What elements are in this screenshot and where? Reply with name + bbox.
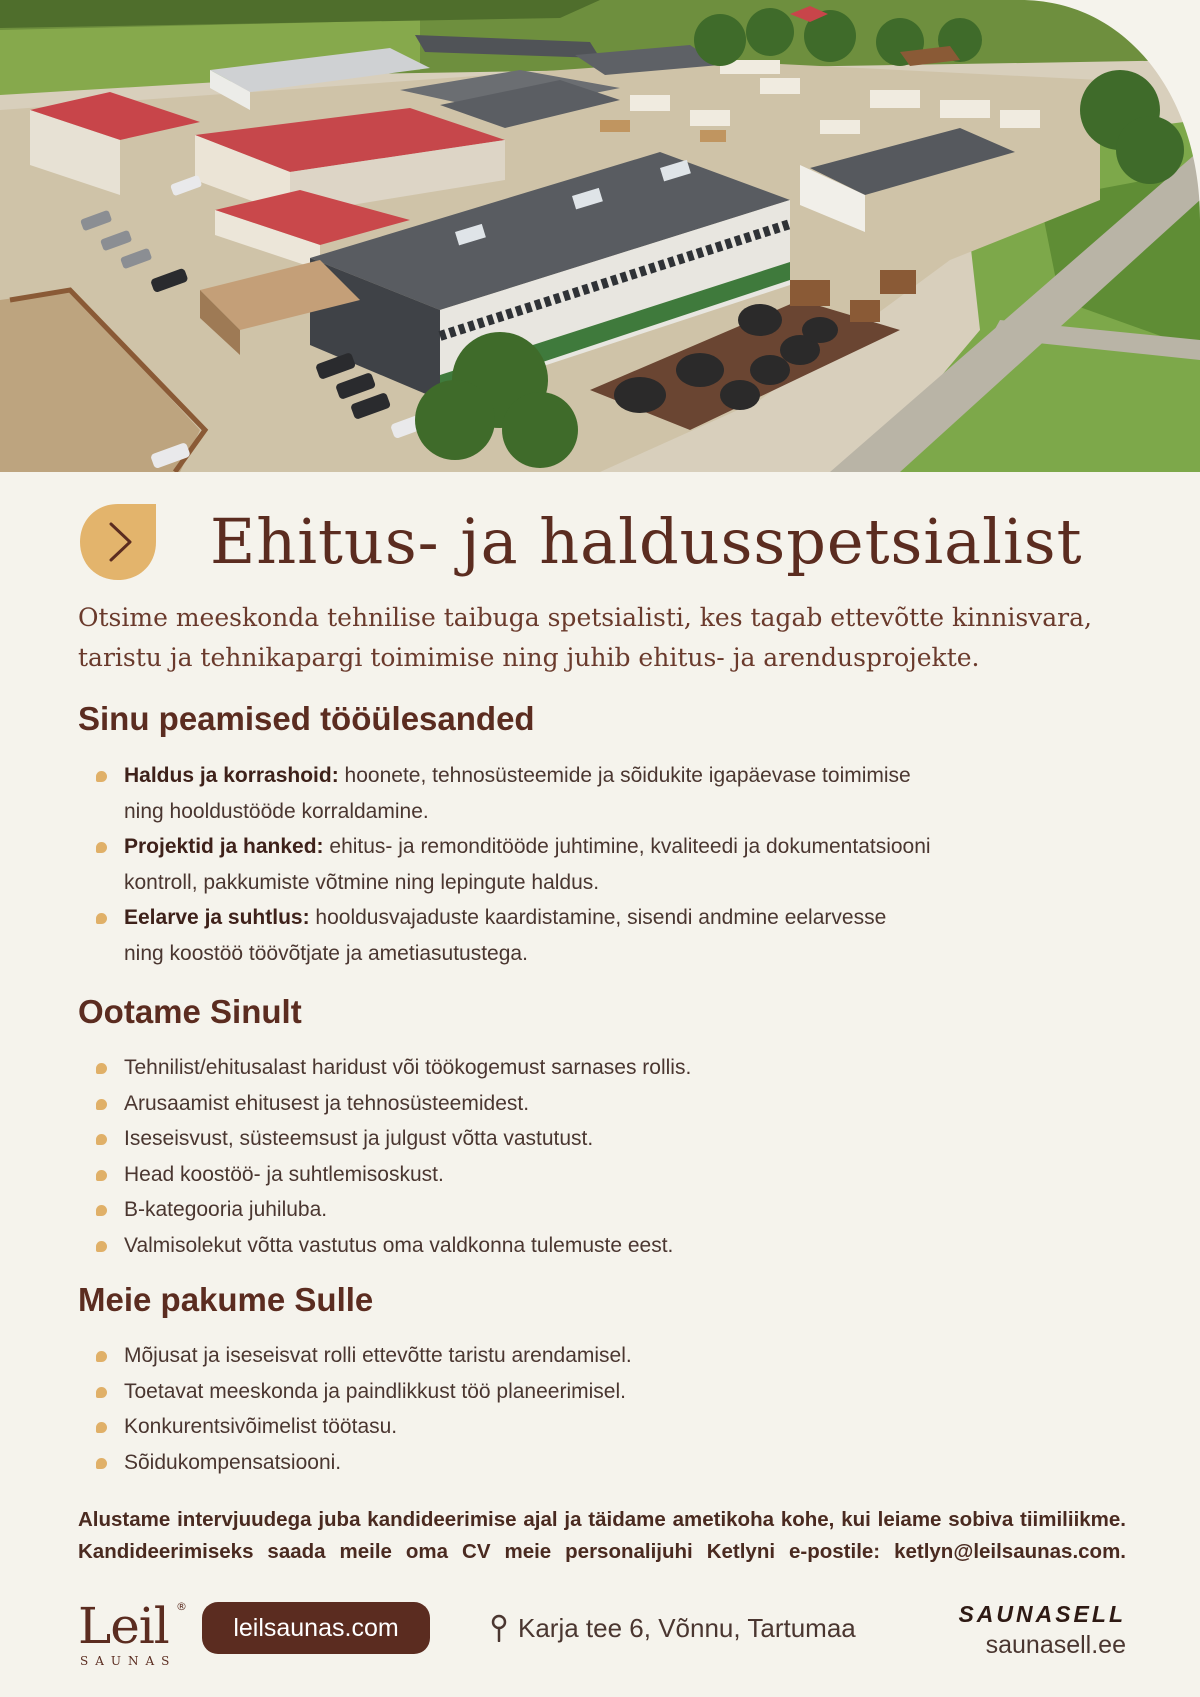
leil-logo-word: Leil [78,1597,169,1655]
tasks-list [94,758,1034,971]
task-text-cont: ning koostöö töövõtjate ja ametiasutustega. [124,941,528,965]
page-title: Ehitus- ja haldusspetsialist [210,505,1083,578]
task-label: Haldus ja korrashoid: [124,764,339,787]
expect-heading: Ootame Sinult [78,993,302,1030]
list-item [94,1445,1034,1481]
list-item-text: Head koostöö- ja suhtlemisoskust. [124,1162,444,1186]
leaf-bullet-icon [96,1387,107,1398]
list-item-text: Sõidukompensatsiooni. [124,1450,342,1474]
list-item [94,758,1034,829]
leaf-bullet-icon [96,1063,107,1074]
leaf-bullet-icon [96,1099,107,1110]
offer-heading: Meie pakume Sulle [78,1281,374,1318]
saunasell-block [958,1600,1126,1662]
closing-text [78,1504,1126,1568]
offer-list [94,1338,1034,1480]
list-item [94,1050,1034,1086]
task-text-cont: ning hooldustööde korraldamine. [124,799,429,823]
list-item [94,1192,1034,1228]
list-item [94,1409,1034,1445]
leaf-bullet-icon [96,913,107,924]
list-item-text: Toetavat meeskonda ja paindlikkust töö planeerimisel. [124,1379,626,1403]
list-item [94,829,1034,900]
leaf-bullet-icon [96,1205,107,1216]
corner-curve-decoration [1020,0,1200,220]
leaf-bullet-icon [96,1134,107,1145]
list-item-text: Tehnilist/ehitusalast haridust või töökogemust sarnases rollis. [124,1056,692,1079]
task-text: hoonete, tehnosüsteemide ja sõidukite igapäevase toimimise [338,764,911,787]
list-item [94,1121,1034,1157]
footer [0,1590,1200,1670]
closing-line-2: Kandideerimiseks saada meile oma CV meie personalijuhi Ketlyni e-postile: ketlyn@leilsaunas.com. [78,1540,1126,1563]
intro-text: Otsime meeskonda tehnilise taibuga spetsialisti, kes tagab ettevõtte kinnisvara, taristu ja tehnikapargi toimimise ning juhib ehitus- ja arendusprojekte. [78,603,1092,672]
leil-logo-sub: SAUNAS [80,1654,177,1668]
title-row [78,498,1138,588]
list-item [94,1157,1034,1193]
task-text-cont: kontroll, pakkumiste võtmine ning lepingute haldus. [124,870,600,894]
leil-saunas-logo[interactable] [78,1598,188,1668]
leaf-bullet-icon [96,771,107,782]
tasks-heading: Sinu peamised tööülesanded [78,700,535,737]
task-label: Eelarve ja suhtlus: [124,906,310,929]
task-text: hooldusvajaduste kaardistamine, sisendi andmine eelarvesse [309,906,887,929]
leaf-bullet-icon [96,1351,107,1362]
registered-mark: ® [176,1600,187,1613]
saunasell-logo: SAUNASELL [958,1601,1126,1627]
list-item [94,1228,1034,1264]
list-item [94,1374,1034,1410]
leaf-bullet-icon [96,1458,107,1469]
saunasell-link[interactable]: saunasell.ee [985,1631,1126,1659]
list-item-text: Valmisolekut võtta vastutus oma valdkonna tulemuste eest. [124,1233,674,1257]
list-item [94,1086,1034,1122]
list-item-text: Mõjusat ja iseseisvat rolli ettevõtte taristu arendamisel. [124,1344,632,1367]
address-text: Karja tee 6, Võnnu, Tartumaa [518,1613,856,1643]
closing-line-1: Alustame intervjuudega juba kandideerimise ajal ja täidame ametikoha kohe, kui leiame sobiva tiimiliikme. [78,1508,1126,1531]
list-item [94,900,1034,971]
leaf-bullet-icon [96,1241,107,1252]
chevron-right-icon [78,502,158,582]
leaf-bullet-icon [96,1170,107,1181]
list-item-text: B-kategooria juhiluba. [124,1198,328,1221]
task-label: Projektid ja hanked: [124,835,324,858]
list-item-text: Arusaamist ehitusest ja tehnosüsteemidest. [124,1091,530,1115]
hero-photo [0,0,1200,472]
list-item-text: Konkurentsivõimelist töötasu. [124,1415,398,1438]
list-item [94,1338,1034,1374]
task-text: ehitus- ja remonditööde juhtimine, kvaliteedi ja dokumentatsiooni [323,835,931,858]
location-pin-icon [490,1614,508,1642]
website-link[interactable]: leilsaunas.com [202,1602,430,1654]
leaf-bullet-icon [96,1422,107,1433]
list-item-text: Iseseisvust, süsteemsust ja julgust võtta vastutust. [124,1127,594,1150]
leaf-bullet-icon [96,842,107,853]
expect-list [94,1050,1034,1263]
